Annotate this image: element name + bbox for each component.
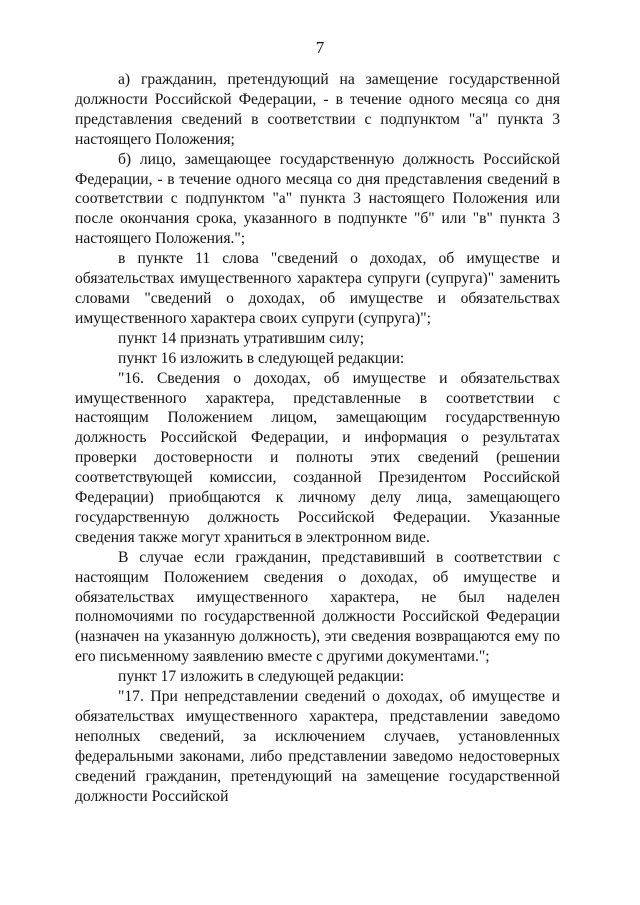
paragraph-b: б) лицо, замещающее государственную должность Российской Федерации, - в течение одного месяца со дня представления сведений в соответствии с подпунктом "а" пункта 3 настоящего Положения или после окончания срока, указанного в подпункте "б" или "в" пункта 3 настоящего Положения."; [75, 150, 560, 248]
paragraph-point-16-second: В случае если гражданин, представивший в соответствии с настоящим Положением сведения о доходах, об имуществе и обязательствах имущественного характера, не был наделен полномочиями по государственной должности Российской Федерации (назначен на указанную должность), эти сведения возвращаются ему по его письменному заявлению вместе с другими документами."; [75, 548, 560, 666]
page-number: 7 [315, 38, 325, 57]
paragraph-point-16-text: "16. Сведения о доходах, об имуществе и обязательствах имущественного характера, представленные в соответствии с настоящим Положением лицом, замещающим государственную должность Российской Федерации, и информация о результатах проверки достоверности и полноты этих сведений (решении соответствующей комиссии, созданной Президентом Российской Федерации) приобщаются к личному делу лица, замещающего государственную должность Российской Федерации. Указанные сведения также могут храниться в электронном виде. [75, 369, 560, 546]
document-body [75, 70, 560, 807]
paragraph-point-16-intro: пункт 16 изложить в следующей редакции: [118, 349, 405, 367]
paragraph-point-11: в пункте 11 слова "сведений о доходах, об имуществе и обязательствах имущественного характера супруги (супруга)" заменить словами "сведений о доходах, об имуществе и обязательствах имущественного характера своих супруги (супруга)"; [75, 250, 560, 327]
paragraph-point-17-text: "17. При непредставлении сведений о доходах, об имуществе и обязательствах имущественного характера, представлении заведомо неполных сведений, за исключением случаев, установленных федеральными законами, либо представлении заведомо недостоверных сведений гражданин, претендующий на замещение государственной должности Российской [75, 688, 560, 805]
paragraph-point-17-intro: пункт 17 изложить в следующей редакции: [118, 668, 405, 686]
paragraph-point-14: пункт 14 признать утратившим силу; [118, 329, 365, 347]
paragraph-a: а) гражданин, претендующий на замещение государственной должности Российской Федерации, - в течение одного месяца со дня представления сведений в соответствии с подпунктом "а" пункта 3 настоящего Положения; [75, 71, 560, 148]
